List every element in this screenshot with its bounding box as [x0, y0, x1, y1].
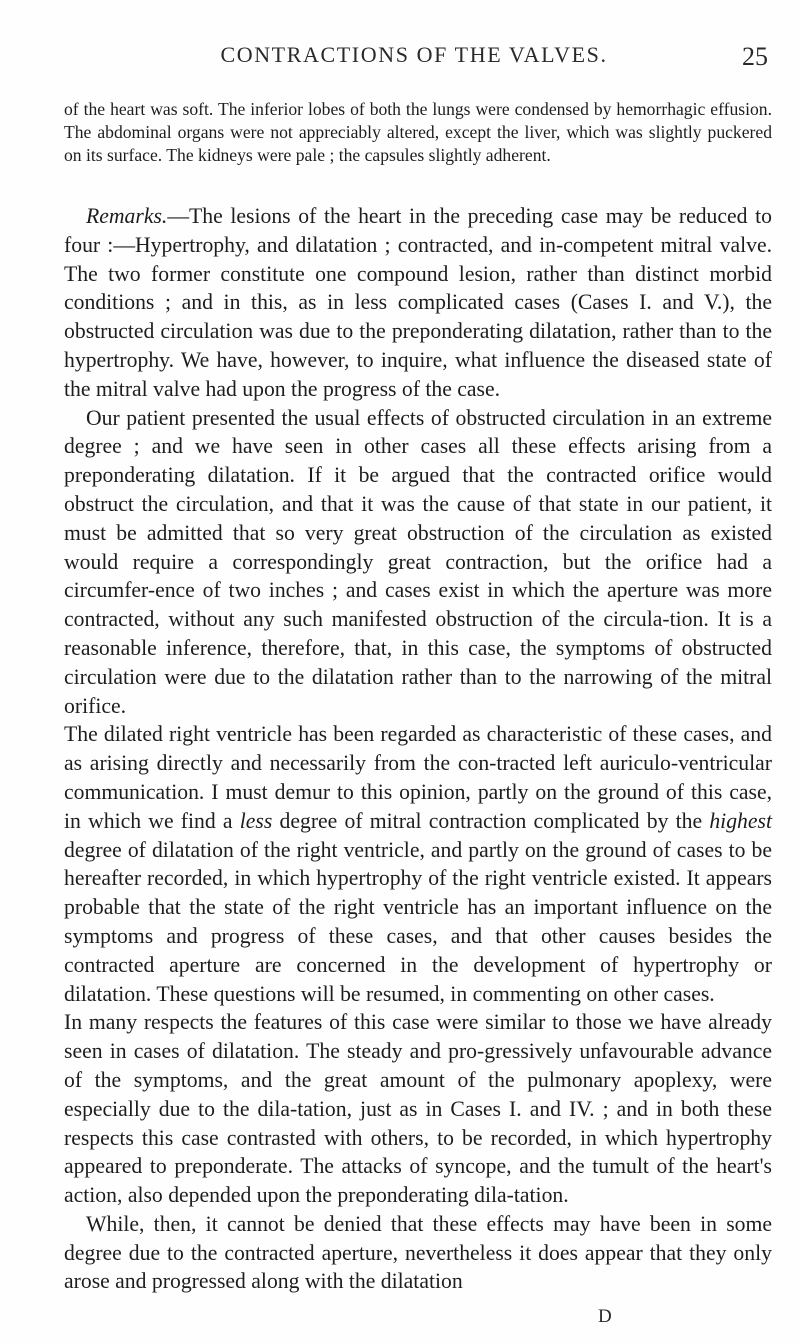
- remarks-lead: Remarks.: [86, 204, 168, 228]
- running-head: [60, 42, 768, 78]
- case-notes-paragraph: of the heart was soft. The inferior lobes of both the lungs were condensed by hemorrhagic effusion. The abdominal organs were not appreciably altered, except the liver, which was slightly puckered on its surface. The kidneys were pale ; the capsules slightly adherent.: [64, 99, 772, 165]
- remarks-paragraph-2: Our patient presented the usual effects of obstructed circulation in an extreme degree ; and we have seen in other cases all these effects arising from a preponderating dilatation. If it be argued that the contracted orifice would obstruct the circulation, and that it was the cause of that state in our patient, it must be admitted that so very great obstruction of the circulation as existed would require a correspondingly great contraction, but the orifice had a circumfer-ence of two inches ; and cases exist in which the aperture was more contracted, without any such manifested obstruction of the circula-tion. It is a reasonable inference, therefore, that, in this case, the symptoms of obstructed circulation were due to the dilatation rather than to the narrowing of the mitral orifice.: [64, 405, 772, 718]
- remarks-paragraph-4: In many respects the features of this case were similar to those we have already seen in cases of dilatation. The steady and pro-gressively unfavourable advance of the symptoms, and the great amount of the pulmonary apoplexy, were especially due to the dila-tation, just as in Cases I. and IV. ; and in both these respects this case contrasted with others, to be recorded, in which hypertrophy appeared to preponderate. The attacks of syncope, and the tumult of the heart's action, also depended upon the preponderating dila-tation.: [64, 1010, 772, 1208]
- page-number: 25: [742, 42, 768, 71]
- remarks-paragraph-1: [64, 202, 772, 404]
- remarks-paragraph-3-part-c: degree of dilatation of the right ventricle, and partly on the ground of cases to be hereafter recorded, in which hypertrophy of the right ventricle existed. It appears probable that the state of the right ventricle has an important influence on the symptoms and progress of these cases, and that other causes besides the contracted aperture are concerned in the development of hypertrophy or dilatation. These questions will be resumed, in commenting on other cases.: [64, 837, 772, 1006]
- remarks-paragraph-3-part-a: The dilated right ventricle has been regarded as characteristic of these cases, and as arising directly and necessarily from the con-tracted left auriculo-ventricular communication. I must demur to this opinion, partly on the ground of this case, in which we find a: [64, 722, 772, 833]
- signature-mark: D: [598, 1306, 612, 1327]
- remarks-paragraph-1-text: —The lesions of the heart in the preceding case may be reduced to four :—Hypertrophy, and dilatation ; contracted, and in-competent mitral valve. The two former constitute one compound lesion, rather than distinct morbid conditions ; and in this, as in less complicated cases (Cases I. and V.), the obstructed circulation was due to the preponderating dilatation, rather than to the hypertrophy. We have, however, to inquire, what influence the diseased state of the mitral valve had upon the progress of the case.: [64, 204, 772, 401]
- emphasis-less: less: [239, 808, 273, 833]
- remarks-paragraph-3-part-b: degree of mitral contraction complicated by the: [272, 808, 710, 833]
- remarks-paragraph-5: While, then, it cannot be denied that these effects may have been in some degree due to the contracted aperture, nevertheless it does appear that they only arose and progressed along with the dilatation: [64, 1211, 772, 1294]
- running-title: CONTRACTIONS OF THE VALVES.: [220, 42, 608, 67]
- case-notes-continuation: [64, 98, 772, 167]
- emphasis-highest: highest: [709, 808, 772, 833]
- remarks-paragraph-3: [64, 720, 772, 1008]
- remarks-section: [64, 202, 772, 1296]
